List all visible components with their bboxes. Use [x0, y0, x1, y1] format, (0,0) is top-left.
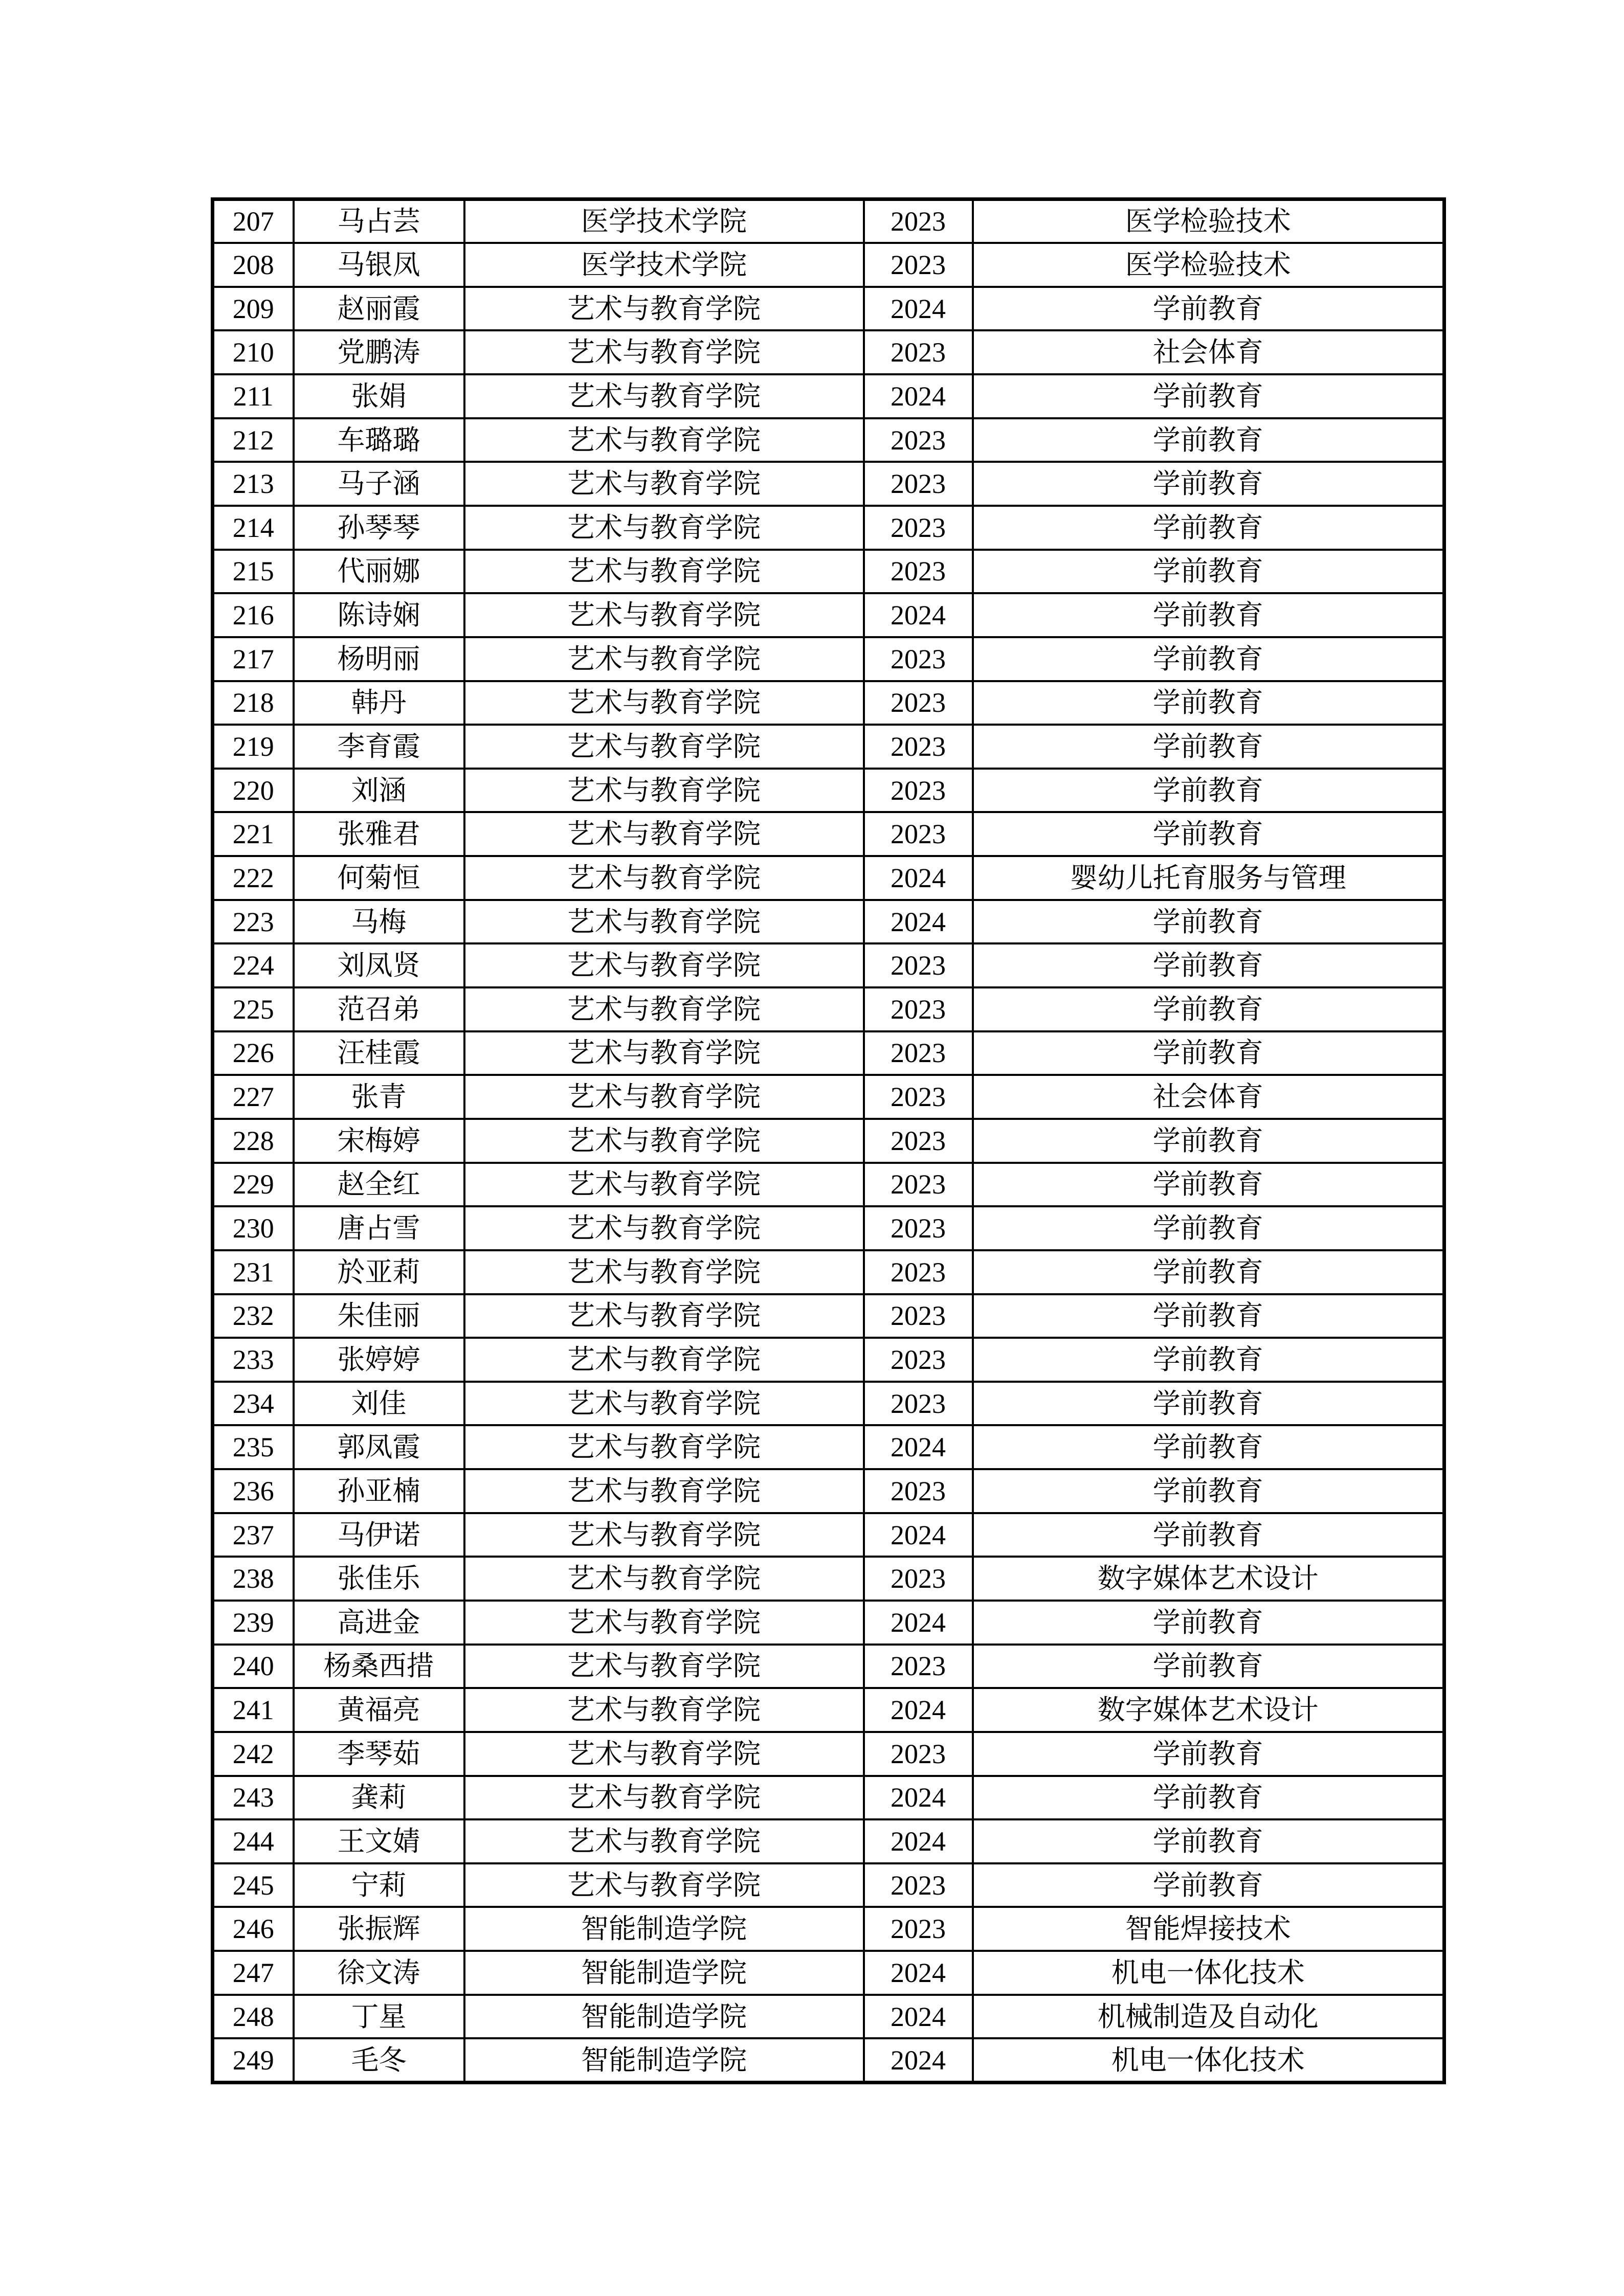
roster-cell-year: 2023	[864, 1250, 973, 1294]
table-row	[213, 812, 1444, 856]
roster-cell-name: 刘佳	[294, 1382, 464, 1426]
roster-cell-name: 马伊诺	[294, 1513, 464, 1557]
roster-cell-number: 213	[213, 462, 294, 506]
table-row	[213, 681, 1444, 725]
roster-cell-name: 范召弟	[294, 987, 464, 1031]
roster-cell-number: 225	[213, 987, 294, 1031]
roster-cell-year: 2024	[864, 1688, 973, 1732]
roster-cell-name: 汪桂霞	[294, 1031, 464, 1075]
table-row	[213, 593, 1444, 637]
roster-cell-year: 2023	[864, 1382, 973, 1426]
roster-cell-year: 2023	[864, 1645, 973, 1689]
roster-cell-college: 艺术与教育学院	[464, 1075, 864, 1119]
roster-cell-college: 艺术与教育学院	[464, 418, 864, 462]
roster-cell-year: 2023	[864, 943, 973, 987]
roster-cell-college: 艺术与教育学院	[464, 1031, 864, 1075]
roster-cell-major: 学前教育	[973, 287, 1444, 331]
table-row	[213, 1119, 1444, 1163]
roster-cell-name: 毛冬	[294, 2038, 464, 2082]
table-row	[213, 1250, 1444, 1294]
roster-cell-number: 210	[213, 330, 294, 374]
roster-cell-college: 艺术与教育学院	[464, 681, 864, 725]
roster-cell-college: 艺术与教育学院	[464, 1294, 864, 1338]
roster-cell-major: 学前教育	[973, 1031, 1444, 1075]
roster-cell-number: 208	[213, 243, 294, 287]
roster-cell-college: 艺术与教育学院	[464, 1469, 864, 1513]
roster-cell-name: 陈诗娴	[294, 593, 464, 637]
roster-cell-number: 231	[213, 1250, 294, 1294]
roster-cell-college: 艺术与教育学院	[464, 1338, 864, 1382]
roster-cell-college: 医学技术学院	[464, 199, 864, 243]
roster-cell-name: 宁莉	[294, 1863, 464, 1907]
roster-cell-college: 艺术与教育学院	[464, 1776, 864, 1820]
roster-cell-major: 学前教育	[973, 374, 1444, 418]
roster-cell-college: 艺术与教育学院	[464, 900, 864, 944]
table-row	[213, 1031, 1444, 1075]
roster-cell-number: 229	[213, 1163, 294, 1207]
roster-cell-name: 赵全红	[294, 1163, 464, 1207]
roster-cell-year: 2024	[864, 1951, 973, 1995]
roster-cell-college: 艺术与教育学院	[464, 812, 864, 856]
roster-cell-major: 数字媒体艺术设计	[973, 1557, 1444, 1601]
roster-cell-name: 马梅	[294, 900, 464, 944]
roster-cell-major: 学前教育	[973, 1294, 1444, 1338]
roster-cell-number: 247	[213, 1951, 294, 1995]
roster-cell-major: 机电一体化技术	[973, 2038, 1444, 2082]
roster-cell-number: 234	[213, 1382, 294, 1426]
roster-cell-year: 2024	[864, 856, 973, 900]
roster-cell-major: 学前教育	[973, 900, 1444, 944]
roster-cell-college: 艺术与教育学院	[464, 987, 864, 1031]
roster-cell-number: 212	[213, 418, 294, 462]
roster-cell-name: 赵丽霞	[294, 287, 464, 331]
roster-cell-year: 2024	[864, 2038, 973, 2082]
roster-cell-year: 2024	[864, 593, 973, 637]
roster-cell-year: 2024	[864, 1513, 973, 1557]
roster-cell-major: 智能焊接技术	[973, 1907, 1444, 1951]
table-row	[213, 550, 1444, 594]
table-row	[213, 199, 1444, 243]
roster-cell-year: 2023	[864, 243, 973, 287]
table-row	[213, 769, 1444, 813]
roster-cell-name: 唐占雪	[294, 1206, 464, 1250]
roster-cell-year: 2024	[864, 374, 973, 418]
roster-cell-name: 车璐璐	[294, 418, 464, 462]
roster-cell-major: 学前教育	[973, 506, 1444, 550]
roster-cell-number: 233	[213, 1338, 294, 1382]
roster-cell-year: 2024	[864, 1995, 973, 2039]
roster-cell-name: 张佳乐	[294, 1557, 464, 1601]
roster-cell-college: 艺术与教育学院	[464, 1863, 864, 1907]
table-row	[213, 374, 1444, 418]
roster-cell-name: 杨明丽	[294, 637, 464, 681]
roster-cell-year: 2023	[864, 1206, 973, 1250]
table-row	[213, 943, 1444, 987]
table-row	[213, 1382, 1444, 1426]
roster-cell-number: 236	[213, 1469, 294, 1513]
roster-cell-name: 李琴茹	[294, 1732, 464, 1776]
roster-cell-major: 学前教育	[973, 812, 1444, 856]
table-row	[213, 287, 1444, 331]
roster-cell-major: 学前教育	[973, 550, 1444, 594]
roster-cell-number: 248	[213, 1995, 294, 2039]
roster-cell-number: 240	[213, 1645, 294, 1689]
roster-cell-year: 2023	[864, 418, 973, 462]
roster-cell-name: 黄福亮	[294, 1688, 464, 1732]
roster-cell-number: 244	[213, 1819, 294, 1863]
roster-cell-name: 孙亚楠	[294, 1469, 464, 1513]
roster-cell-number: 211	[213, 374, 294, 418]
roster-cell-year: 2023	[864, 637, 973, 681]
roster-cell-year: 2023	[864, 199, 973, 243]
table-row	[213, 2038, 1444, 2082]
roster-cell-college: 艺术与教育学院	[464, 1206, 864, 1250]
roster-cell-year: 2023	[864, 725, 973, 769]
table-row	[213, 1425, 1444, 1469]
roster-cell-major: 学前教育	[973, 987, 1444, 1031]
roster-cell-year: 2023	[864, 1338, 973, 1382]
roster-cell-year: 2023	[864, 550, 973, 594]
table-row	[213, 1601, 1444, 1645]
roster-cell-year: 2023	[864, 1163, 973, 1207]
roster-cell-year: 2023	[864, 1031, 973, 1075]
roster-cell-name: 朱佳丽	[294, 1294, 464, 1338]
table-row	[213, 1732, 1444, 1776]
table-row	[213, 856, 1444, 900]
roster-cell-college: 艺术与教育学院	[464, 769, 864, 813]
roster-cell-year: 2023	[864, 462, 973, 506]
roster-cell-year: 2023	[864, 769, 973, 813]
roster-cell-year: 2023	[864, 330, 973, 374]
roster-cell-college: 艺术与教育学院	[464, 287, 864, 331]
roster-cell-name: 龚莉	[294, 1776, 464, 1820]
roster-cell-college: 艺术与教育学院	[464, 1557, 864, 1601]
roster-body	[213, 199, 1444, 2083]
roster-cell-major: 学前教育	[973, 1601, 1444, 1645]
roster-cell-major: 学前教育	[973, 1776, 1444, 1820]
table-row	[213, 330, 1444, 374]
roster-cell-number: 215	[213, 550, 294, 594]
roster-cell-college: 艺术与教育学院	[464, 593, 864, 637]
roster-cell-major: 学前教育	[973, 418, 1444, 462]
roster-cell-college: 艺术与教育学院	[464, 1250, 864, 1294]
roster-cell-year: 2024	[864, 1425, 973, 1469]
roster-cell-number: 230	[213, 1206, 294, 1250]
table-row	[213, 506, 1444, 550]
roster-cell-number: 239	[213, 1601, 294, 1645]
roster-cell-year: 2024	[864, 1776, 973, 1820]
roster-cell-number: 232	[213, 1294, 294, 1338]
roster-cell-year: 2024	[864, 287, 973, 331]
roster-cell-year: 2023	[864, 506, 973, 550]
roster-cell-name: 张振辉	[294, 1907, 464, 1951]
roster-cell-number: 216	[213, 593, 294, 637]
roster-cell-major: 学前教育	[973, 1382, 1444, 1426]
roster-cell-number: 220	[213, 769, 294, 813]
table-row	[213, 900, 1444, 944]
roster-cell-college: 艺术与教育学院	[464, 637, 864, 681]
roster-cell-year: 2023	[864, 1119, 973, 1163]
roster-cell-number: 249	[213, 2038, 294, 2082]
table-row	[213, 1645, 1444, 1689]
roster-cell-major: 社会体育	[973, 330, 1444, 374]
table-row	[213, 1688, 1444, 1732]
table-row	[213, 418, 1444, 462]
roster-cell-year: 2024	[864, 1819, 973, 1863]
roster-cell-college: 艺术与教育学院	[464, 1513, 864, 1557]
roster-cell-number: 226	[213, 1031, 294, 1075]
roster-cell-name: 刘涵	[294, 769, 464, 813]
roster-cell-college: 艺术与教育学院	[464, 856, 864, 900]
table-row	[213, 1469, 1444, 1513]
roster-cell-college: 艺术与教育学院	[464, 462, 864, 506]
roster-cell-name: 党鹏涛	[294, 330, 464, 374]
roster-cell-major: 学前教育	[973, 725, 1444, 769]
roster-cell-number: 224	[213, 943, 294, 987]
roster-cell-year: 2023	[864, 1732, 973, 1776]
roster-cell-number: 243	[213, 1776, 294, 1820]
table-row	[213, 1907, 1444, 1951]
roster-cell-year: 2023	[864, 987, 973, 1031]
table-row	[213, 1294, 1444, 1338]
roster-cell-name: 孙琴琴	[294, 506, 464, 550]
roster-cell-major: 机电一体化技术	[973, 1951, 1444, 1995]
roster-cell-name: 张雅君	[294, 812, 464, 856]
table-row	[213, 725, 1444, 769]
roster-cell-name: 郭凤霞	[294, 1425, 464, 1469]
roster-cell-college: 艺术与教育学院	[464, 550, 864, 594]
roster-cell-number: 242	[213, 1732, 294, 1776]
roster-cell-number: 214	[213, 506, 294, 550]
roster-cell-number: 227	[213, 1075, 294, 1119]
roster-cell-name: 宋梅婷	[294, 1119, 464, 1163]
roster-cell-major: 学前教育	[973, 1732, 1444, 1776]
roster-cell-number: 221	[213, 812, 294, 856]
roster-cell-college: 艺术与教育学院	[464, 943, 864, 987]
roster-cell-number: 217	[213, 637, 294, 681]
roster-cell-name: 丁星	[294, 1995, 464, 2039]
roster-cell-college: 智能制造学院	[464, 1995, 864, 2039]
roster-cell-number: 237	[213, 1513, 294, 1557]
roster-cell-college: 艺术与教育学院	[464, 1732, 864, 1776]
roster-cell-name: 王文婧	[294, 1819, 464, 1863]
roster-cell-year: 2023	[864, 1907, 973, 1951]
roster-cell-college: 艺术与教育学院	[464, 1645, 864, 1689]
roster-cell-year: 2023	[864, 1294, 973, 1338]
roster-cell-college: 艺术与教育学院	[464, 1601, 864, 1645]
roster-cell-number: 228	[213, 1119, 294, 1163]
roster-cell-major: 学前教育	[973, 943, 1444, 987]
roster-cell-major: 学前教育	[973, 1513, 1444, 1557]
roster-cell-year: 2023	[864, 1075, 973, 1119]
table-row	[213, 1163, 1444, 1207]
roster-cell-major: 社会体育	[973, 1075, 1444, 1119]
roster-cell-name: 徐文涛	[294, 1951, 464, 1995]
roster-cell-number: 219	[213, 725, 294, 769]
roster-cell-number: 223	[213, 900, 294, 944]
roster-cell-year: 2023	[864, 812, 973, 856]
roster-cell-number: 209	[213, 287, 294, 331]
roster-cell-name: 马银凤	[294, 243, 464, 287]
roster-cell-number: 235	[213, 1425, 294, 1469]
roster-cell-major: 数字媒体艺术设计	[973, 1688, 1444, 1732]
roster-cell-name: 马子涵	[294, 462, 464, 506]
roster-cell-name: 刘凤贤	[294, 943, 464, 987]
roster-cell-major: 医学检验技术	[973, 243, 1444, 287]
table-row	[213, 1075, 1444, 1119]
roster-cell-college: 艺术与教育学院	[464, 1819, 864, 1863]
roster-cell-major: 机械制造及自动化	[973, 1995, 1444, 2039]
roster-cell-major: 学前教育	[973, 1206, 1444, 1250]
student-roster-table	[211, 197, 1446, 2084]
roster-cell-college: 智能制造学院	[464, 1951, 864, 1995]
roster-cell-major: 学前教育	[973, 1469, 1444, 1513]
roster-cell-major: 学前教育	[973, 1119, 1444, 1163]
roster-cell-college: 艺术与教育学院	[464, 374, 864, 418]
roster-cell-name: 马占芸	[294, 199, 464, 243]
table-row	[213, 1863, 1444, 1907]
roster-cell-major: 学前教育	[973, 637, 1444, 681]
roster-cell-major: 学前教育	[973, 1863, 1444, 1907]
roster-cell-college: 艺术与教育学院	[464, 330, 864, 374]
table-row	[213, 1557, 1444, 1601]
roster-cell-major: 学前教育	[973, 1819, 1444, 1863]
roster-cell-name: 何菊恒	[294, 856, 464, 900]
roster-cell-college: 艺术与教育学院	[464, 1119, 864, 1163]
roster-cell-name: 代丽娜	[294, 550, 464, 594]
roster-cell-major: 学前教育	[973, 1250, 1444, 1294]
table-row	[213, 987, 1444, 1031]
roster-cell-year: 2023	[864, 1557, 973, 1601]
roster-cell-major: 学前教育	[973, 1425, 1444, 1469]
roster-cell-number: 218	[213, 681, 294, 725]
table-row	[213, 1819, 1444, 1863]
table-row	[213, 1995, 1444, 2039]
roster-cell-college: 艺术与教育学院	[464, 506, 864, 550]
roster-cell-number: 207	[213, 199, 294, 243]
roster-cell-year: 2024	[864, 900, 973, 944]
table-row	[213, 1206, 1444, 1250]
roster-cell-year: 2023	[864, 1863, 973, 1907]
roster-cell-major: 学前教育	[973, 462, 1444, 506]
table-row	[213, 462, 1444, 506]
table-row	[213, 1951, 1444, 1995]
roster-cell-name: 於亚莉	[294, 1250, 464, 1294]
roster-cell-college: 艺术与教育学院	[464, 1688, 864, 1732]
roster-cell-year: 2023	[864, 1469, 973, 1513]
roster-cell-name: 韩丹	[294, 681, 464, 725]
roster-cell-year: 2024	[864, 1601, 973, 1645]
roster-cell-major: 婴幼儿托育服务与管理	[973, 856, 1444, 900]
roster-cell-major: 学前教育	[973, 681, 1444, 725]
roster-cell-number: 246	[213, 1907, 294, 1951]
roster-cell-name: 张青	[294, 1075, 464, 1119]
roster-cell-college: 艺术与教育学院	[464, 1163, 864, 1207]
roster-cell-college: 智能制造学院	[464, 2038, 864, 2082]
table-row	[213, 1338, 1444, 1382]
roster-cell-number: 238	[213, 1557, 294, 1601]
roster-cell-college: 艺术与教育学院	[464, 725, 864, 769]
roster-cell-college: 医学技术学院	[464, 243, 864, 287]
roster-cell-year: 2023	[864, 681, 973, 725]
roster-cell-college: 艺术与教育学院	[464, 1425, 864, 1469]
roster-cell-major: 学前教育	[973, 1645, 1444, 1689]
roster-cell-college: 智能制造学院	[464, 1907, 864, 1951]
table-row	[213, 243, 1444, 287]
roster-cell-college: 艺术与教育学院	[464, 1382, 864, 1426]
table-row	[213, 637, 1444, 681]
roster-cell-number: 245	[213, 1863, 294, 1907]
roster-cell-name: 高进金	[294, 1601, 464, 1645]
roster-cell-major: 学前教育	[973, 769, 1444, 813]
roster-cell-number: 222	[213, 856, 294, 900]
roster-cell-major: 学前教育	[973, 593, 1444, 637]
roster-cell-name: 杨桑西措	[294, 1645, 464, 1689]
roster-cell-name: 张婷婷	[294, 1338, 464, 1382]
roster-cell-major: 学前教育	[973, 1163, 1444, 1207]
roster-cell-major: 学前教育	[973, 1338, 1444, 1382]
roster-cell-name: 张娟	[294, 374, 464, 418]
table-row	[213, 1513, 1444, 1557]
roster-cell-major: 医学检验技术	[973, 199, 1444, 243]
roster-cell-name: 李育霞	[294, 725, 464, 769]
roster-cell-number: 241	[213, 1688, 294, 1732]
table-row	[213, 1776, 1444, 1820]
